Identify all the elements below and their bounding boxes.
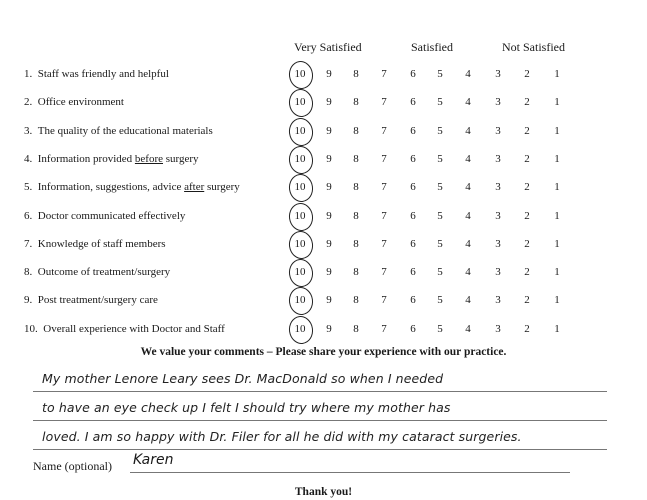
comment-text: My mother Lenore Leary sees Dr. MacDonald so when I needed <box>42 371 444 386</box>
rating-option[interactable]: 6 <box>410 322 416 335</box>
rating-option[interactable]: 6 <box>410 152 416 165</box>
question-row <box>0 238 647 258</box>
rating-option[interactable]: 5 <box>437 152 443 165</box>
rating-option[interactable]: 8 <box>353 96 359 109</box>
rating-option[interactable]: 7 <box>381 124 387 137</box>
rating-option[interactable]: 3 <box>495 68 501 80</box>
name-label: Name (optional) <box>33 459 112 473</box>
rating-option[interactable]: 3 <box>495 209 501 222</box>
rating-option[interactable]: 9 <box>326 322 332 335</box>
rating-option[interactable]: 6 <box>410 294 416 307</box>
rating-option[interactable]: 9 <box>326 266 332 279</box>
question-label: Staff was friendly and helpful <box>37 68 169 80</box>
question-number: 3. <box>24 124 33 137</box>
rating-option[interactable]: 7 <box>381 209 387 222</box>
question-label: Post treatment/surgery care <box>37 294 158 307</box>
question-number: 4. <box>24 152 33 165</box>
rating-option[interactable]: 10 <box>294 266 306 279</box>
question-number: 1. <box>24 68 33 80</box>
rating-option[interactable]: 10 <box>294 322 306 335</box>
question-text <box>24 210 185 222</box>
rating-option[interactable]: 9 <box>326 68 332 80</box>
selected-rating-circle <box>287 258 315 289</box>
rating-option[interactable]: 2 <box>524 68 530 80</box>
question-text <box>24 96 124 108</box>
question-label: Knowledge of staff members <box>37 237 166 250</box>
rating-option[interactable]: 3 <box>495 124 501 137</box>
rating-option[interactable]: 9 <box>326 152 332 165</box>
rating-option[interactable]: 8 <box>353 152 359 165</box>
rating-option[interactable]: 10 <box>294 294 306 307</box>
question-text <box>24 153 199 165</box>
rating-option[interactable]: 3 <box>495 96 501 109</box>
name-underline <box>130 472 570 473</box>
question-label-part: surgery <box>163 152 199 165</box>
rating-option[interactable]: 5 <box>437 209 443 222</box>
rating-option[interactable]: 2 <box>524 209 530 222</box>
rating-option[interactable]: 7 <box>381 237 387 250</box>
comment-line <box>0 369 647 386</box>
question-label: Doctor communicated effectively <box>37 209 186 222</box>
question-row <box>0 294 647 314</box>
question-row <box>0 96 647 116</box>
question-number: 2. <box>24 96 33 109</box>
comment-text: loved. I am so happy with Dr. Filer for all he did with my cataract surgeries. <box>42 429 522 444</box>
rating-option[interactable]: 4 <box>465 152 471 165</box>
rating-option[interactable]: 7 <box>381 96 387 109</box>
rating-option[interactable]: 3 <box>495 266 501 279</box>
question-label-part: Information, suggestions, advice <box>37 181 185 194</box>
question-number: 9. <box>24 294 33 307</box>
question-text <box>24 294 158 306</box>
rating-option[interactable]: 8 <box>353 209 359 222</box>
rating-option[interactable]: 10 <box>294 152 306 165</box>
question-row <box>0 266 647 286</box>
question-label-part: before <box>134 152 163 165</box>
question-row <box>0 153 647 173</box>
selected-rating-circle <box>287 314 315 345</box>
comments-prompt: We value your comments – Please share your experience with our practice. <box>140 346 507 358</box>
rating-option[interactable]: 6 <box>410 237 416 250</box>
rating-option[interactable]: 3 <box>495 152 501 165</box>
comment-text: to have an eye check up I felt I should try where my mother has <box>42 400 451 415</box>
rating-option[interactable]: 8 <box>353 124 359 137</box>
rating-option[interactable]: 10 <box>294 124 306 137</box>
selected-rating-circle <box>287 144 315 175</box>
question-text <box>24 238 166 250</box>
rating-option[interactable]: 7 <box>381 181 387 194</box>
rating-option[interactable]: 4 <box>465 181 471 194</box>
rating-option[interactable]: 5 <box>437 68 443 80</box>
rating-option[interactable]: 1 <box>554 266 560 279</box>
rating-option[interactable]: 8 <box>353 266 359 279</box>
rating-option[interactable]: 5 <box>437 237 443 250</box>
selected-rating-circle <box>287 229 315 260</box>
rating-option[interactable]: 1 <box>554 322 560 335</box>
question-label: The quality of the educational materials <box>37 124 213 137</box>
question-text <box>24 125 213 137</box>
comment-rule <box>33 449 607 450</box>
rating-option[interactable]: 7 <box>381 152 387 165</box>
question-label: Office environment <box>37 96 124 109</box>
rating-option[interactable]: 8 <box>353 181 359 194</box>
rating-option[interactable]: 3 <box>495 294 501 307</box>
rating-option[interactable]: 9 <box>326 124 332 137</box>
comment-line <box>0 427 647 444</box>
rating-option[interactable]: 4 <box>465 237 471 250</box>
question-number: 5. <box>24 181 33 194</box>
header-very-satisfied: Very Satisfied <box>294 40 362 54</box>
rating-option[interactable]: 5 <box>437 322 443 335</box>
rating-option[interactable]: 2 <box>524 322 530 335</box>
rating-option[interactable]: 1 <box>554 124 560 137</box>
question-label: Overall experience with Doctor and Staff <box>43 322 225 335</box>
header-not-satisfied: Not Satisfied <box>502 40 565 54</box>
rating-option[interactable]: 10 <box>294 237 306 250</box>
rating-option[interactable]: 1 <box>554 181 560 194</box>
question-number: 6. <box>24 209 33 222</box>
rating-option[interactable]: 1 <box>554 152 560 165</box>
rating-option[interactable]: 9 <box>326 209 332 222</box>
question-number: 8. <box>24 266 33 279</box>
rating-option[interactable]: 5 <box>437 294 443 307</box>
question-label: Outcome of treatment/surgery <box>37 266 171 279</box>
selected-rating-circle <box>287 286 315 317</box>
rating-option[interactable]: 8 <box>353 237 359 250</box>
question-text <box>24 323 225 335</box>
selected-rating-circle <box>287 59 315 90</box>
rating-option[interactable]: 6 <box>410 209 416 222</box>
rating-option[interactable]: 10 <box>294 209 306 222</box>
question-row <box>0 323 647 343</box>
question-row <box>0 181 647 201</box>
rating-option[interactable]: 5 <box>437 266 443 279</box>
header-satisfied: Satisfied <box>411 40 453 54</box>
rating-option[interactable]: 9 <box>326 294 332 307</box>
rating-option[interactable]: 8 <box>353 68 359 80</box>
comment-rule <box>33 391 607 392</box>
rating-option[interactable]: 2 <box>524 181 530 194</box>
rating-option[interactable]: 5 <box>437 124 443 137</box>
rating-option[interactable]: 4 <box>465 294 471 307</box>
question-text <box>24 68 169 80</box>
selected-rating-circle <box>287 173 315 204</box>
comment-line <box>0 398 647 415</box>
rating-option[interactable]: 4 <box>465 266 471 279</box>
rating-option[interactable]: 2 <box>524 294 530 307</box>
question-label-part: Information provided <box>37 152 135 165</box>
rating-option[interactable]: 2 <box>524 152 530 165</box>
rating-option[interactable]: 1 <box>554 96 560 109</box>
rating-option[interactable]: 9 <box>326 181 332 194</box>
rating-option[interactable]: 10 <box>294 68 306 80</box>
rating-option[interactable]: 1 <box>554 237 560 250</box>
rating-option[interactable]: 4 <box>465 322 471 335</box>
rating-option[interactable]: 9 <box>326 237 332 250</box>
rating-option[interactable]: 4 <box>465 96 471 109</box>
rating-option[interactable]: 6 <box>410 96 416 109</box>
question-row <box>0 210 647 230</box>
rating-option[interactable]: 2 <box>524 124 530 137</box>
rating-option[interactable]: 6 <box>410 124 416 137</box>
question-row <box>0 68 647 88</box>
rating-option[interactable]: 3 <box>495 322 501 335</box>
name-value: Karen <box>133 452 174 468</box>
thank-you: Thank you! <box>294 486 353 498</box>
rating-option[interactable]: 8 <box>353 294 359 307</box>
rating-option[interactable]: 1 <box>554 209 560 222</box>
rating-option[interactable]: 1 <box>554 68 560 80</box>
rating-option[interactable]: 4 <box>465 209 471 222</box>
rating-option[interactable]: 7 <box>381 266 387 279</box>
rating-option[interactable]: 1 <box>554 294 560 307</box>
rating-option[interactable]: 4 <box>465 68 471 80</box>
rating-option[interactable]: 5 <box>437 96 443 109</box>
rating-option[interactable]: 7 <box>381 322 387 335</box>
rating-option[interactable]: 5 <box>437 181 443 194</box>
rating-option[interactable]: 2 <box>524 96 530 109</box>
question-number: 10. <box>24 322 38 335</box>
rating-option[interactable]: 3 <box>495 181 501 194</box>
selected-rating-circle <box>287 201 315 232</box>
rating-option[interactable]: 4 <box>465 124 471 137</box>
rating-option[interactable]: 2 <box>524 237 530 250</box>
question-number: 7. <box>24 237 33 250</box>
rating-option[interactable]: 7 <box>381 294 387 307</box>
question-row <box>0 125 647 145</box>
rating-option[interactable]: 8 <box>353 322 359 335</box>
rating-option[interactable]: 9 <box>326 96 332 109</box>
comment-rule <box>33 420 607 421</box>
question-text <box>24 181 240 193</box>
rating-option[interactable]: 6 <box>410 266 416 279</box>
rating-option[interactable]: 10 <box>294 96 306 109</box>
rating-option[interactable]: 10 <box>294 181 306 194</box>
rating-option[interactable]: 3 <box>495 237 501 250</box>
rating-option[interactable]: 6 <box>410 68 416 80</box>
selected-rating-circle <box>287 116 315 147</box>
rating-option[interactable]: 2 <box>524 266 530 279</box>
rating-option[interactable]: 7 <box>381 68 387 80</box>
rating-option[interactable]: 6 <box>410 181 416 194</box>
question-label-part: after <box>184 181 205 194</box>
question-label-part: surgery <box>204 181 240 194</box>
question-text <box>24 266 170 278</box>
selected-rating-circle <box>287 88 315 119</box>
